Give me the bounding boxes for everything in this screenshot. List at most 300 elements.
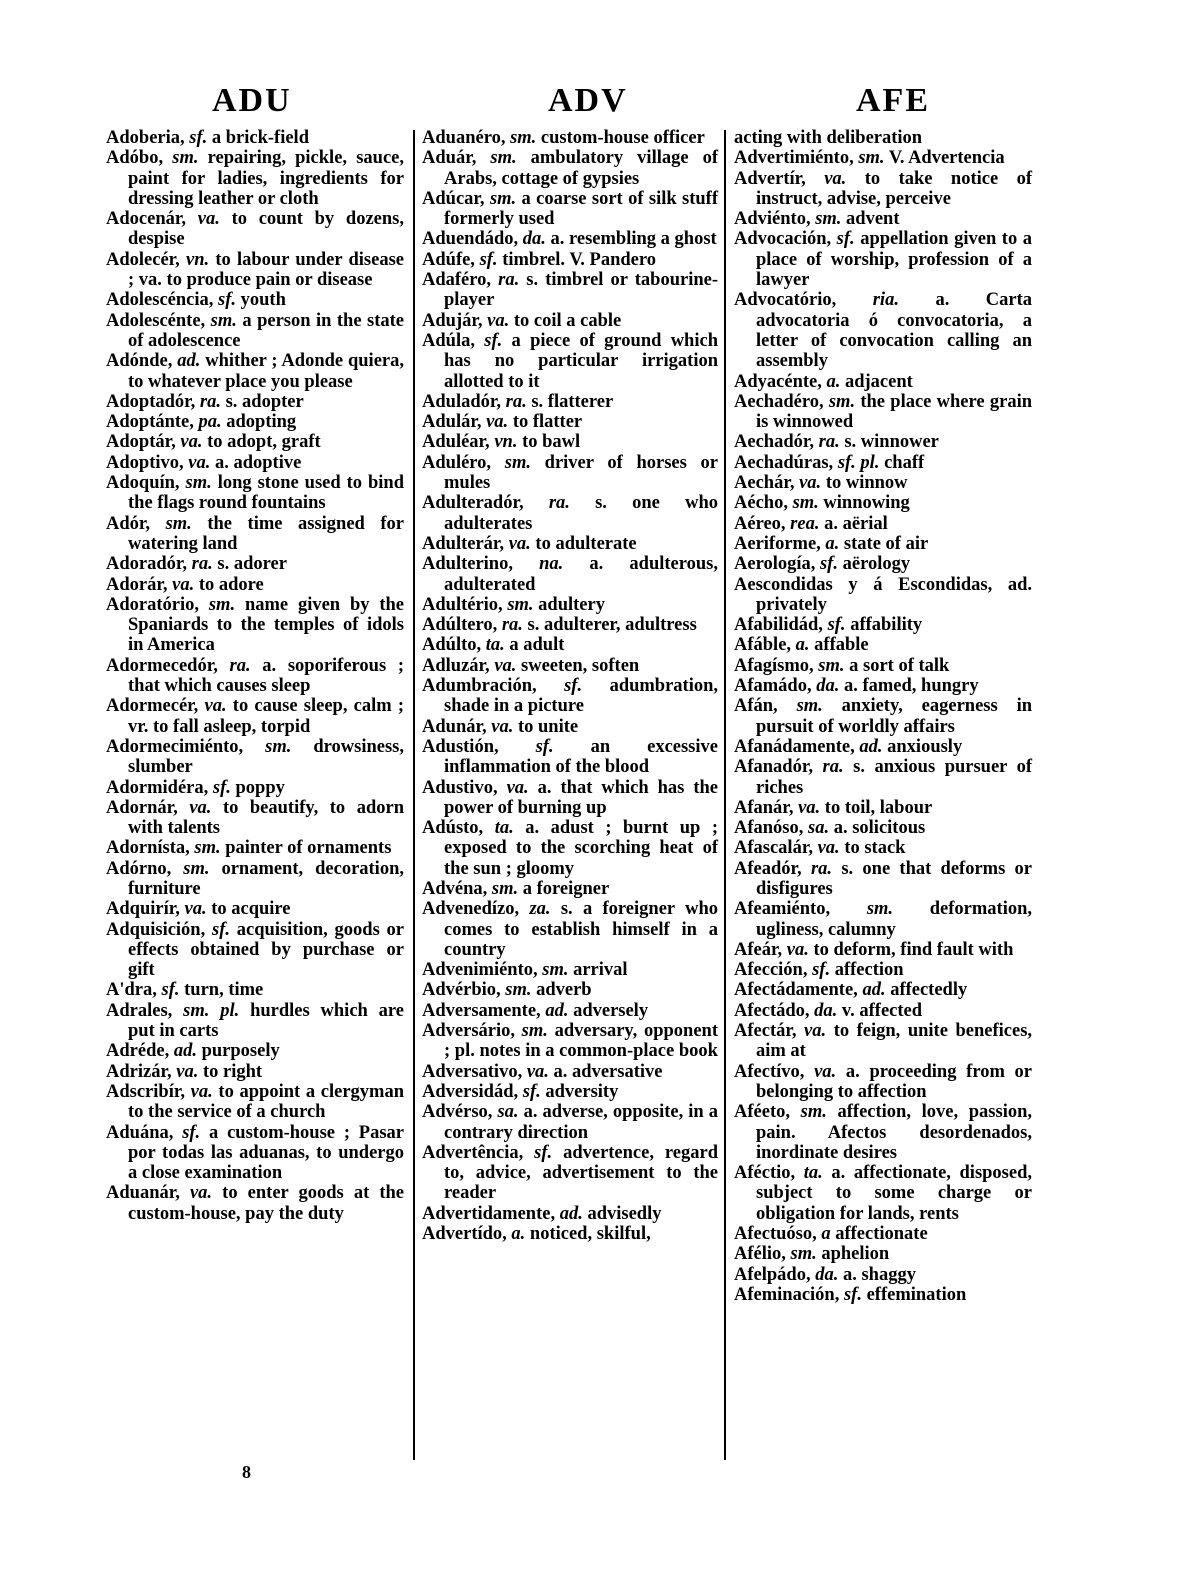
entry-definition: affectedly bbox=[890, 980, 968, 1001]
entry-headword: Aechadéro, bbox=[734, 391, 824, 412]
dictionary-entry bbox=[734, 209, 1032, 229]
entry-headword: Adolescénte, bbox=[106, 310, 206, 331]
entry-headword: Adónde, bbox=[106, 351, 173, 372]
dictionary-entry bbox=[422, 818, 718, 879]
dictionary-entry bbox=[106, 290, 404, 310]
entry-definition: to stack bbox=[844, 838, 906, 859]
entry-grammar: sm. bbox=[489, 188, 517, 209]
entry-definition: arrival bbox=[573, 960, 628, 981]
entry-grammar: sf. bbox=[819, 554, 838, 575]
entry-definition: to feign, unite benefices, aim at bbox=[756, 1021, 1033, 1062]
entry-definition: a. adoptive bbox=[214, 452, 302, 473]
entry-headword: Adór, bbox=[106, 513, 151, 534]
entry-grammar: sf. bbox=[843, 1284, 862, 1305]
entry-grammar: sm. bbox=[800, 1102, 827, 1123]
entry-definition: affability bbox=[850, 615, 923, 636]
dictionary-entry bbox=[106, 595, 404, 656]
entry-definition: affectionate bbox=[835, 1224, 928, 1245]
entry-headword: Afanóso, bbox=[734, 818, 804, 839]
dictionary-entry bbox=[106, 412, 404, 432]
dictionary-entry bbox=[422, 128, 718, 148]
entry-grammar: sm. bbox=[490, 148, 517, 169]
entry-headword: Adormecér, bbox=[106, 696, 199, 717]
dictionary-entry bbox=[734, 1163, 1032, 1224]
entry-definition: appellation given to a place of worship, profession of a lawyer bbox=[756, 229, 1032, 291]
entry-grammar: va. bbox=[188, 452, 211, 473]
dictionary-entry bbox=[106, 656, 404, 697]
entry-headword: Afectár, bbox=[734, 1021, 797, 1042]
entry-definition: a. affectionate, disposed, subject to some charge or obligation for lands, rents bbox=[756, 1163, 1033, 1224]
entry-headword: Adormecedór, bbox=[106, 655, 218, 676]
dictionary-entry bbox=[422, 676, 718, 717]
entry-definition: adumbration, shade in a picture bbox=[444, 676, 719, 717]
dictionary-entry bbox=[734, 128, 1032, 148]
entry-definition: adversely bbox=[573, 1000, 649, 1021]
entry-definition: y á Escondidas, ad. privately bbox=[756, 574, 1032, 615]
entry-grammar: sm. bbox=[818, 655, 845, 676]
entry-headword: Adversamente, bbox=[422, 1000, 541, 1021]
entry-definition: to take notice of instruct, advise, perceive bbox=[756, 168, 1033, 209]
entry-definition: a brick-field bbox=[211, 128, 309, 148]
entry-definition: s. adorer bbox=[217, 554, 287, 575]
dictionary-entry bbox=[734, 960, 1032, 980]
entry-headword: Aduanár, bbox=[106, 1183, 180, 1204]
entry-definition: anxiety, eagerness in pursuit of worldly affairs bbox=[756, 696, 1033, 737]
entry-definition: advent bbox=[846, 209, 900, 230]
dictionary-entry bbox=[106, 778, 404, 798]
entry-grammar: va. bbox=[798, 797, 821, 818]
entry-headword: Aechadúras, bbox=[734, 452, 834, 473]
entry-headword: Adórno, bbox=[106, 858, 172, 879]
entry-definition: painter of ornaments bbox=[225, 838, 392, 859]
entry-headword: Aescondidas bbox=[734, 574, 833, 595]
entry-headword: Adversário, bbox=[422, 1021, 515, 1042]
entry-headword: Advérbio, bbox=[422, 980, 501, 1001]
entry-grammar: ta. bbox=[803, 1163, 823, 1184]
entry-headword: Adúla, bbox=[422, 330, 475, 351]
entry-definition: timbrel. V. Pandero bbox=[502, 249, 657, 270]
column-left bbox=[106, 128, 404, 1224]
entry-grammar: sm. bbox=[815, 209, 842, 230]
dictionary-entry bbox=[422, 432, 718, 452]
entry-definition: affection, love, passion, pain. Afectos desordenados, inordinate desires bbox=[756, 1102, 1032, 1163]
dictionary-entry bbox=[734, 290, 1032, 371]
entry-definition: aphelion bbox=[821, 1244, 890, 1265]
entry-grammar: vn. bbox=[494, 432, 518, 453]
running-headers bbox=[0, 82, 1191, 132]
entry-grammar: a. bbox=[511, 1224, 526, 1245]
entry-grammar: ad. bbox=[862, 980, 886, 1001]
entry-definition: to toil, labour bbox=[824, 797, 933, 818]
entry-definition: adjacent bbox=[844, 371, 913, 392]
entry-grammar: sm. bbox=[265, 736, 292, 757]
entry-grammar: sf. bbox=[812, 960, 831, 981]
entry-grammar: sf. bbox=[479, 249, 498, 270]
entry-grammar: da. bbox=[816, 676, 840, 697]
entry-headword: Aduanéro, bbox=[422, 128, 506, 148]
entry-grammar: ria. bbox=[872, 290, 899, 311]
entry-grammar: va. bbox=[190, 1081, 213, 1102]
entry-grammar: ra. bbox=[199, 391, 221, 412]
entry-headword: Aduána, bbox=[106, 1122, 174, 1143]
entry-definition: a adult bbox=[509, 635, 565, 656]
dictionary-entry bbox=[422, 453, 718, 494]
entry-definition: advertence, regard to, advice, advertisement to the reader bbox=[444, 1142, 718, 1204]
dictionary-entry bbox=[422, 148, 718, 189]
entry-definition: s. one that deforms or disfigures bbox=[756, 858, 1033, 899]
entry-definition: acting with deliberation bbox=[734, 128, 923, 148]
entry-definition: the time assigned for watering land bbox=[128, 513, 405, 554]
entry-headword: Aerología, bbox=[734, 554, 816, 575]
entry-definition: s. timbrel or tabourine-player bbox=[444, 270, 718, 311]
entry-definition: driver of horses or mules bbox=[444, 452, 718, 494]
entry-headword: Adolescéncia, bbox=[106, 290, 214, 311]
dictionary-entry bbox=[734, 1001, 1032, 1021]
dictionary-entry bbox=[734, 1244, 1032, 1264]
entry-definition: s. flatterer bbox=[531, 391, 614, 412]
entry-grammar: ad. bbox=[173, 1041, 197, 1062]
entry-grammar: sm. bbox=[792, 493, 819, 514]
entry-grammar: sm. bbox=[210, 310, 237, 331]
entry-grammar: sf. bbox=[212, 777, 231, 798]
dictionary-entry bbox=[106, 1082, 404, 1123]
entry-headword: Adversidád, bbox=[422, 1081, 519, 1102]
dictionary-entry bbox=[734, 1102, 1032, 1163]
entry-definition: to cause sleep, calm ; vr. to fall asleep, torpid bbox=[128, 696, 405, 737]
dictionary-entry bbox=[106, 209, 404, 250]
entry-headword: Adoratório, bbox=[106, 594, 199, 615]
entry-definition: a foreigner bbox=[522, 878, 610, 899]
dictionary-entry bbox=[106, 980, 404, 1000]
entry-grammar: va. bbox=[817, 838, 840, 859]
entry-definition: to coil a cable bbox=[513, 310, 622, 331]
entry-headword: Advertír, bbox=[734, 168, 806, 189]
entry-definition: to acquire bbox=[211, 899, 291, 920]
dictionary-entry bbox=[422, 1062, 718, 1082]
entry-definition: deformation, ugliness, calumny bbox=[756, 899, 1033, 940]
entry-definition: to right bbox=[202, 1061, 263, 1082]
entry-headword: Adóbo, bbox=[106, 148, 164, 169]
entry-definition: to bawl bbox=[522, 432, 581, 453]
dictionary-entry bbox=[734, 838, 1032, 858]
entry-headword: Afectuóso, bbox=[734, 1224, 817, 1245]
entry-headword: Aféctio, bbox=[734, 1163, 796, 1184]
entry-headword: Adúcar, bbox=[422, 188, 485, 209]
entry-grammar: va. bbox=[184, 899, 207, 920]
entry-headword: Afanádamente, bbox=[734, 736, 855, 757]
dictionary-entry bbox=[422, 960, 718, 980]
entry-headword: Afectádo, bbox=[734, 1000, 810, 1021]
dictionary-entry bbox=[422, 595, 718, 615]
entry-definition: sweeten, soften bbox=[521, 655, 640, 676]
dictionary-entry bbox=[734, 818, 1032, 838]
entry-definition: state of air bbox=[843, 533, 929, 554]
dictionary-entry bbox=[422, 879, 718, 899]
entry-headword: Advertimiénto, bbox=[734, 148, 854, 169]
dictionary-entry bbox=[106, 575, 404, 595]
entry-definition: to adore bbox=[198, 574, 264, 595]
entry-headword: Aduladór, bbox=[422, 391, 502, 412]
entry-headword: Adrales, bbox=[106, 1000, 173, 1021]
dictionary-entry bbox=[734, 372, 1032, 392]
entry-headword: Afélio, bbox=[734, 1244, 786, 1265]
entry-definition: turn, time bbox=[184, 980, 264, 1001]
column-middle bbox=[422, 128, 718, 1244]
dictionary-entry bbox=[734, 1062, 1032, 1103]
dictionary-entry bbox=[734, 473, 1032, 493]
entry-headword: Afanadór, bbox=[734, 757, 813, 778]
entry-headword: Adústo, bbox=[422, 818, 484, 839]
entry-headword: Afáble, bbox=[734, 635, 792, 656]
entry-grammar: sf. bbox=[212, 919, 231, 940]
entry-grammar: ad. bbox=[177, 351, 201, 372]
column-rule-right bbox=[724, 130, 726, 1460]
entry-grammar: va. bbox=[197, 209, 220, 230]
dictionary-entry bbox=[106, 899, 404, 919]
entry-headword: Adversativo, bbox=[422, 1061, 523, 1082]
entry-headword: Advertência, bbox=[422, 1142, 524, 1163]
entry-grammar: sm. bbox=[172, 148, 199, 169]
entry-grammar: a. bbox=[795, 635, 810, 656]
entry-definition: ambulatory village of Arabs, cottage of gypsies bbox=[444, 148, 719, 189]
entry-definition: adversity bbox=[545, 1081, 619, 1102]
entry-grammar: sa. bbox=[808, 818, 830, 839]
entry-definition: a custom-house ; Pasar por todas las aduanas, to undergo a close examination bbox=[128, 1122, 405, 1184]
entry-definition: a. solicitous bbox=[833, 818, 926, 839]
entry-grammar: sm. bbox=[504, 452, 531, 473]
dictionary-entry bbox=[734, 453, 1032, 473]
entry-definition: a. adust ; burnt up ; exposed to the scorching heat of the sun ; gloomy bbox=[444, 818, 719, 879]
entry-definition: to adopt, graft bbox=[207, 432, 321, 453]
entry-definition: name given by the Spaniards to the temples of idols in America bbox=[128, 594, 405, 656]
entry-headword: Adúltero, bbox=[422, 615, 498, 636]
entry-grammar: sm. bbox=[165, 513, 192, 534]
entry-headword: Adorár, bbox=[106, 574, 168, 595]
entry-grammar: sf. bbox=[836, 229, 855, 250]
dictionary-entry bbox=[106, 838, 404, 858]
entry-grammar: ad. bbox=[859, 736, 883, 757]
dictionary-entry bbox=[734, 1265, 1032, 1285]
entry-definition: a. Carta advocatoria ó convocatoria, a letter of convocation calling an assembly bbox=[756, 290, 1033, 372]
entry-headword: Aéreo, bbox=[734, 513, 786, 534]
entry-headword: Adoquín, bbox=[106, 473, 180, 494]
entry-definition: to labour under disease ; va. to produce pain or disease bbox=[128, 249, 404, 291]
entry-grammar: a bbox=[821, 1224, 831, 1245]
dictionary-entry bbox=[734, 1224, 1032, 1244]
dictionary-entry bbox=[422, 270, 718, 311]
entry-headword: Adaféro, bbox=[422, 270, 492, 291]
entry-definition: a. adulterous, adulterated bbox=[444, 554, 719, 595]
entry-headword: Adulterár, bbox=[422, 533, 505, 554]
entry-grammar: va. bbox=[526, 1061, 549, 1082]
entry-grammar: sm. bbox=[796, 696, 823, 717]
entry-headword: Advocatório, bbox=[734, 290, 837, 311]
entry-headword: Adornísta, bbox=[106, 838, 190, 859]
entry-grammar: sf. bbox=[534, 1142, 553, 1163]
entry-grammar: ra. bbox=[191, 554, 213, 575]
entry-definition: repairing, pickle, sauce, paint for ladies, ingredients for dressing leather or cloth bbox=[128, 148, 405, 209]
entry-grammar: sm. bbox=[491, 878, 519, 899]
dictionary-entry bbox=[106, 1062, 404, 1082]
entry-definition: a piece of ground which has no particular irrigation allotted to it bbox=[444, 330, 718, 392]
dictionary-entry bbox=[422, 656, 718, 676]
entry-definition: anxiously bbox=[887, 736, 963, 757]
dictionary-entry bbox=[106, 351, 404, 392]
dictionary-entry bbox=[734, 798, 1032, 818]
entry-definition: drowsiness, slumber bbox=[128, 736, 404, 778]
entry-definition: a. adverse, opposite, in a contrary direction bbox=[444, 1102, 719, 1143]
dictionary-entry bbox=[422, 635, 718, 655]
dictionary-entry bbox=[734, 757, 1032, 798]
entry-headword: Adulár, bbox=[422, 412, 482, 433]
entry-headword: Adluzár, bbox=[422, 655, 490, 676]
entry-grammar: sm. bbox=[866, 899, 894, 920]
entry-grammar: va. bbox=[487, 310, 510, 331]
entry-definition: a. that which has the power of burning up bbox=[444, 777, 718, 818]
entry-headword: Adulterino, bbox=[422, 554, 513, 575]
entry-definition: s. winnower bbox=[844, 432, 939, 453]
entry-grammar: sm. pl. bbox=[183, 1000, 240, 1021]
entry-headword: Afectádamente, bbox=[734, 980, 858, 1001]
entry-grammar: ra. bbox=[498, 270, 520, 291]
entry-grammar: ra. bbox=[548, 493, 570, 514]
entry-definition: effemination bbox=[866, 1284, 967, 1305]
entry-headword: Adunár, bbox=[422, 716, 487, 737]
entry-headword: Adornár, bbox=[106, 797, 178, 818]
entry-grammar: sm. bbox=[790, 1244, 817, 1265]
entry-headword: Advenimiénto, bbox=[422, 960, 538, 981]
entry-headword: Advéna, bbox=[422, 878, 488, 899]
entry-grammar: sm. bbox=[507, 594, 534, 615]
dictionary-entry bbox=[106, 148, 404, 209]
dictionary-entry bbox=[734, 676, 1032, 696]
dictionary-entry bbox=[106, 514, 404, 555]
entry-grammar: vn. bbox=[186, 249, 210, 270]
dictionary-entry bbox=[422, 717, 718, 737]
entry-grammar: va. bbox=[204, 696, 227, 717]
dictionary-entry bbox=[734, 859, 1032, 900]
entry-headword: Adultério, bbox=[422, 594, 503, 615]
dictionary-entry bbox=[422, 229, 718, 249]
entry-headword: Afectívo, bbox=[734, 1061, 805, 1082]
dictionary-entry bbox=[106, 696, 404, 737]
entry-definition: to enter goods at the custom-house, pay the duty bbox=[128, 1183, 404, 1224]
entry-definition: affable bbox=[814, 635, 869, 656]
entry-grammar: ra. bbox=[818, 432, 840, 453]
entry-headword: Adoradór, bbox=[106, 554, 188, 575]
entry-grammar: va. bbox=[189, 1183, 213, 1204]
dictionary-entry bbox=[106, 737, 404, 778]
entry-definition: chaff bbox=[884, 452, 925, 473]
dictionary-entry bbox=[422, 1021, 718, 1062]
entry-grammar: a. bbox=[825, 533, 840, 554]
entry-headword: Adrizár, bbox=[106, 1061, 172, 1082]
entry-headword: Adviénto, bbox=[734, 209, 811, 230]
dictionary-entry bbox=[734, 575, 1032, 616]
column-right bbox=[734, 128, 1032, 1305]
entry-grammar: da. bbox=[814, 1000, 838, 1021]
entry-grammar: sf. bbox=[218, 290, 237, 311]
entry-headword: Afección, bbox=[734, 960, 808, 981]
entry-grammar: ad. bbox=[545, 1000, 569, 1021]
dictionary-entry bbox=[734, 980, 1032, 1000]
entry-definition: youth bbox=[240, 290, 286, 311]
entry-headword: Adoptár, bbox=[106, 432, 176, 453]
entry-grammar: va. bbox=[189, 797, 212, 818]
entry-headword: Adumbración, bbox=[422, 676, 537, 697]
entry-headword: Aduléro, bbox=[422, 452, 492, 473]
dictionary-entry bbox=[734, 554, 1032, 574]
page-number: 8 bbox=[242, 1462, 251, 1482]
entry-definition: v. affected bbox=[841, 1000, 923, 1021]
entry-grammar: va. bbox=[786, 939, 809, 960]
entry-headword: Afeár, bbox=[734, 939, 783, 960]
running-header-left: ADU bbox=[212, 82, 292, 119]
entry-headword: Adúlto, bbox=[422, 635, 482, 656]
dictionary-entry bbox=[106, 798, 404, 839]
entry-grammar: sf. bbox=[535, 736, 554, 757]
dictionary-entry bbox=[422, 1204, 718, 1224]
entry-headword: Adujár, bbox=[422, 310, 483, 331]
dictionary-entry bbox=[734, 514, 1032, 534]
entry-grammar: va. bbox=[506, 777, 529, 798]
entry-grammar: sf. bbox=[564, 676, 583, 697]
entry-headword: Adocenár, bbox=[106, 209, 186, 230]
dictionary-entry bbox=[422, 1143, 718, 1204]
entry-grammar: sm. bbox=[521, 1021, 548, 1042]
entry-headword: Adulteradór, bbox=[422, 493, 524, 514]
dictionary-entry bbox=[734, 940, 1032, 960]
dictionary-entry bbox=[734, 432, 1032, 452]
entry-grammar: sf. pl. bbox=[837, 452, 880, 473]
dictionary-entry bbox=[734, 696, 1032, 737]
entry-definition: a. famed, hungry bbox=[843, 676, 979, 697]
entry-definition: to beautify, to adorn with talents bbox=[128, 797, 405, 839]
entry-definition: s. adulterer, adultress bbox=[527, 615, 697, 636]
entry-grammar: ra. bbox=[810, 858, 833, 879]
entry-definition: s. anxious pursuer of riches bbox=[756, 757, 1032, 798]
entry-grammar: sa. bbox=[497, 1102, 519, 1123]
dictionary-entry bbox=[734, 534, 1032, 554]
entry-grammar: sm. bbox=[194, 838, 221, 859]
entry-headword: Advertidamente, bbox=[422, 1203, 556, 1224]
entry-definition: a. shaggy bbox=[842, 1264, 916, 1285]
dictionary-entry bbox=[734, 737, 1032, 757]
entry-headword: Aduléar, bbox=[422, 432, 490, 453]
entry-definition: adopting bbox=[226, 412, 297, 433]
dictionary-entry bbox=[734, 1285, 1032, 1305]
dictionary-entry bbox=[422, 250, 718, 270]
entry-grammar: rea. bbox=[790, 513, 820, 534]
dictionary-entry bbox=[734, 656, 1032, 676]
entry-headword: Aduár, bbox=[422, 148, 477, 169]
entry-headword: Adormecimiénto, bbox=[106, 736, 244, 757]
entry-definition: hurdles which are put in carts bbox=[128, 1000, 404, 1042]
entry-headword: Adoptánte, bbox=[106, 412, 194, 433]
dictionary-entry bbox=[734, 899, 1032, 940]
dictionary-entry bbox=[422, 189, 718, 230]
entry-definition: aërology bbox=[842, 554, 911, 575]
entry-headword: Afeminación, bbox=[734, 1284, 840, 1305]
dictionary-entry bbox=[422, 1001, 718, 1021]
dictionary-entry bbox=[422, 778, 718, 819]
entry-headword: Adustivo, bbox=[422, 777, 498, 798]
entry-headword: Adoptivo, bbox=[106, 452, 184, 473]
dictionary-entry bbox=[422, 737, 718, 778]
entry-definition: adverb bbox=[536, 980, 592, 1001]
entry-grammar: sm. bbox=[505, 980, 532, 1001]
entry-definition: a. proceeding from or belonging to affection bbox=[756, 1061, 1033, 1102]
